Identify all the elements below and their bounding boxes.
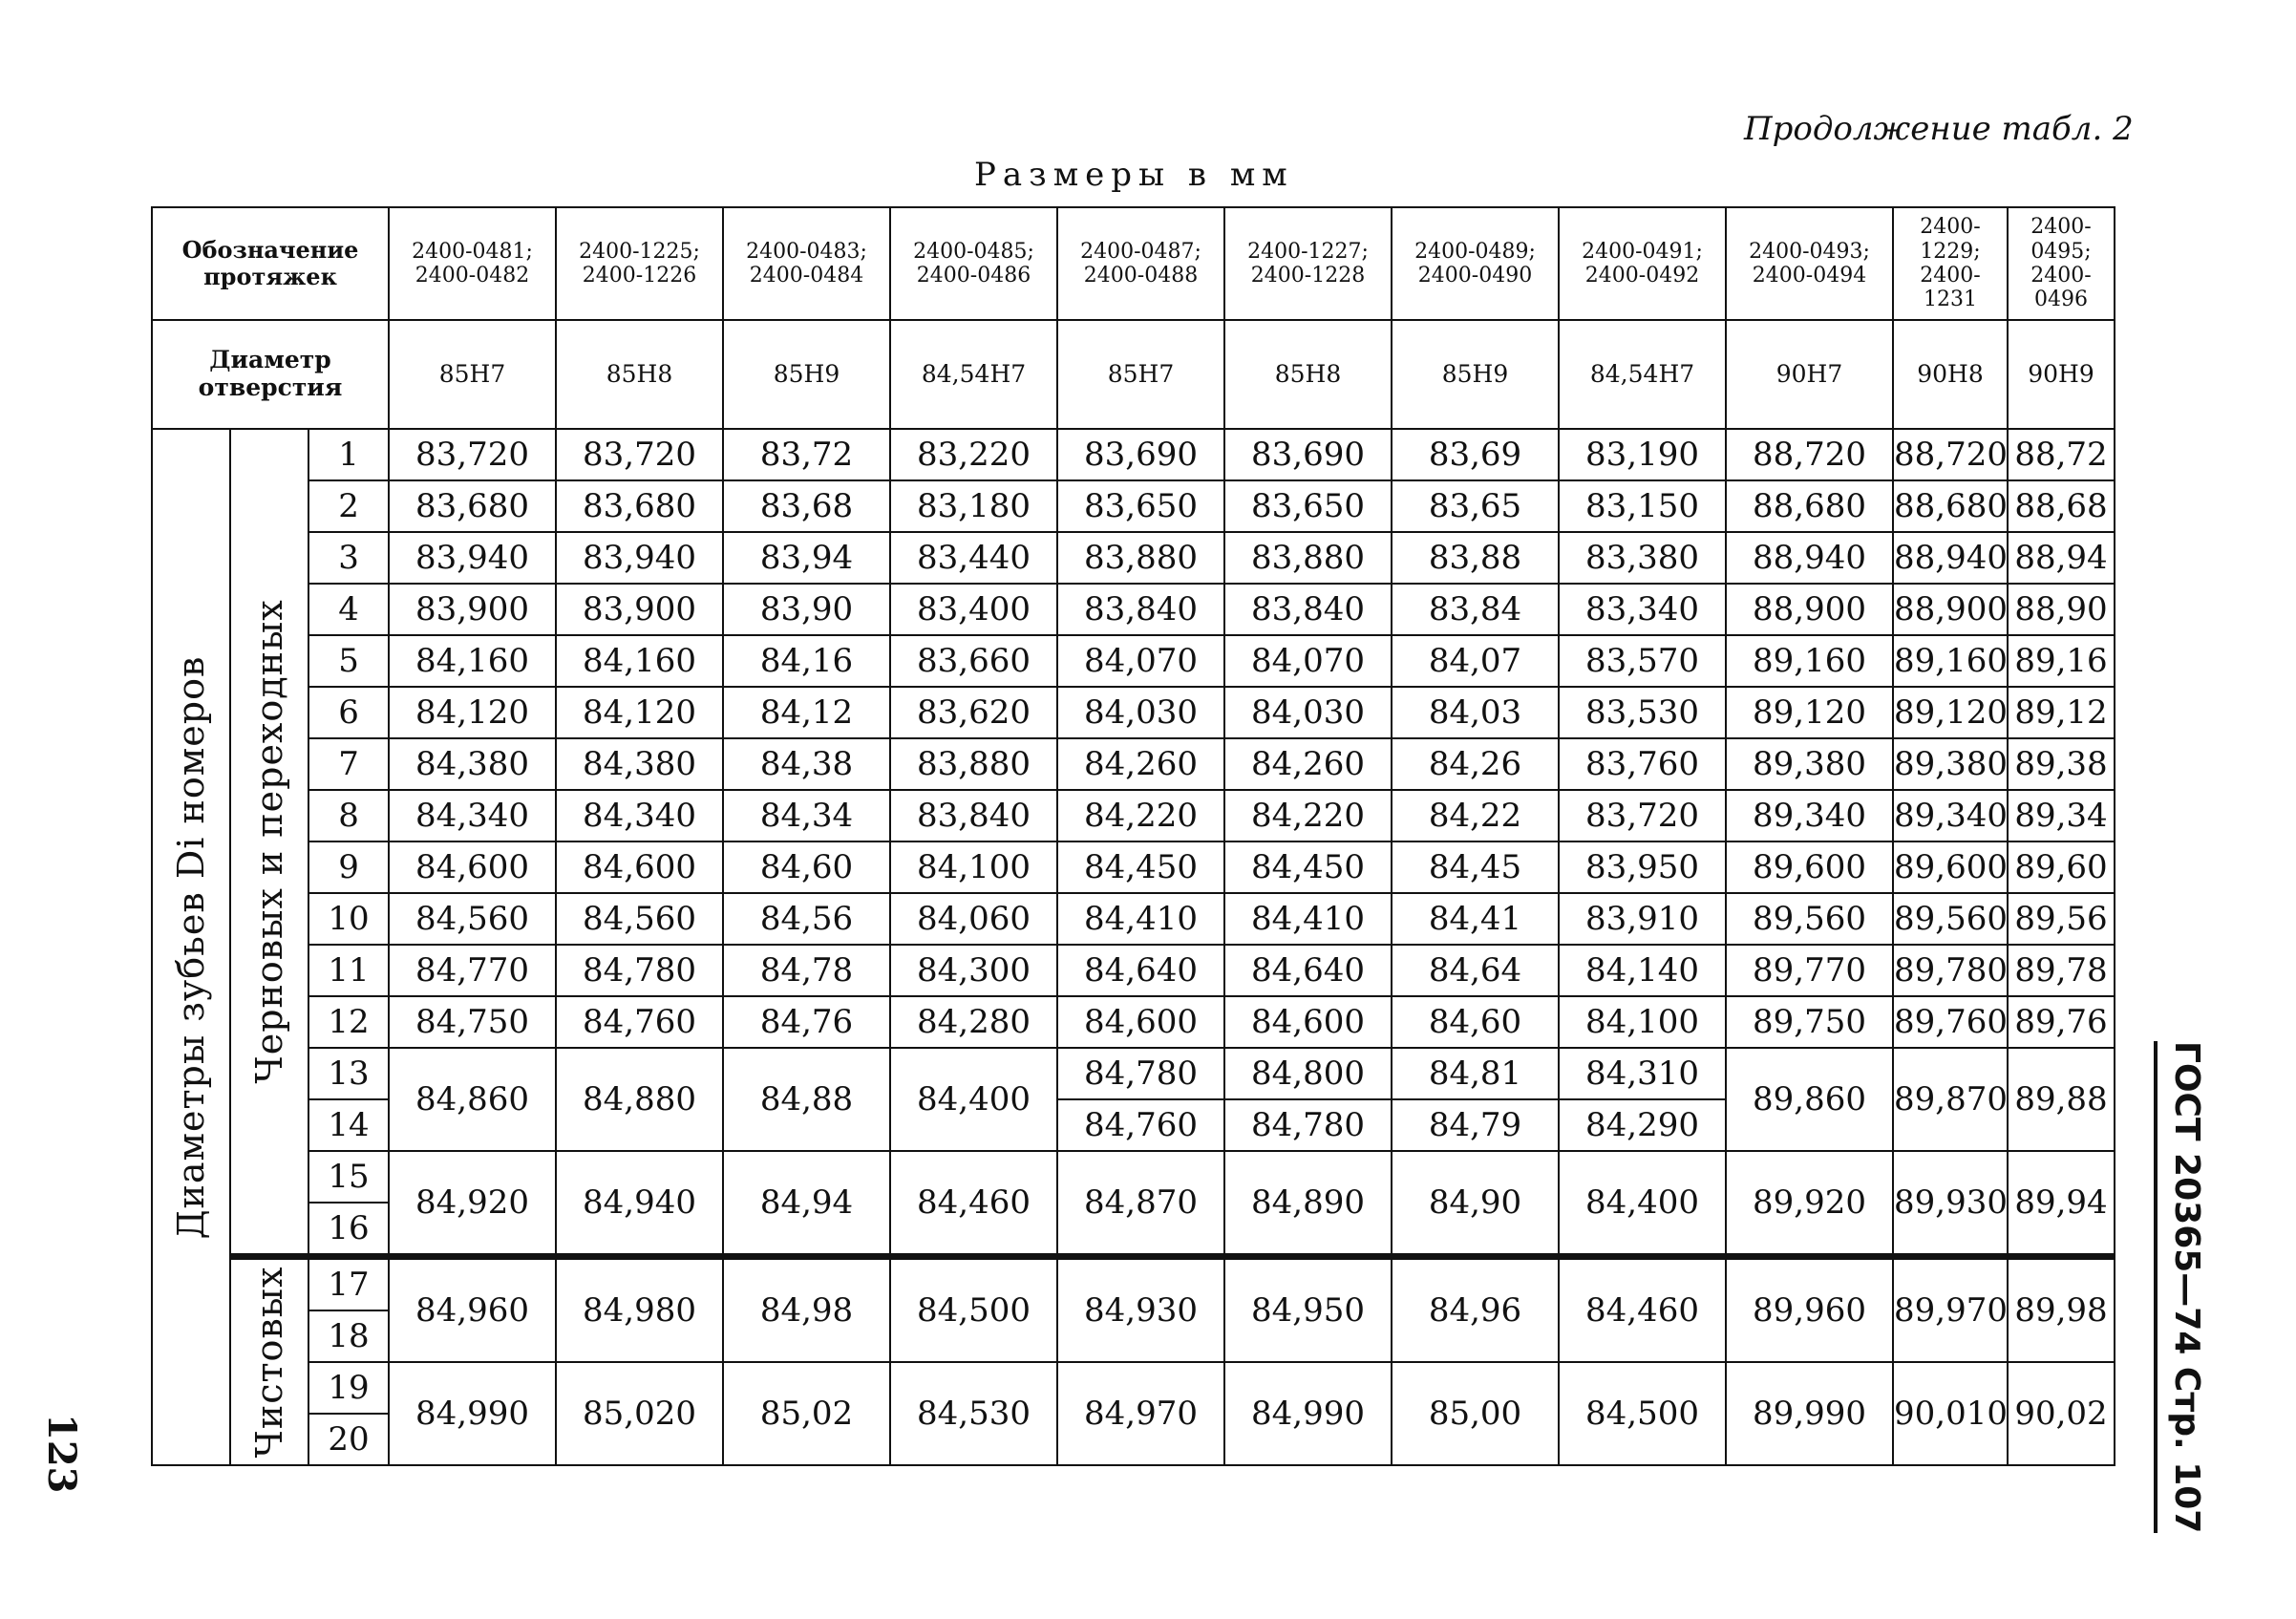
- table-cell: 83,760: [1559, 738, 1726, 790]
- table-cell: 83,720: [389, 429, 556, 480]
- table-cell: 84,560: [556, 893, 723, 945]
- table-cell: 84,300: [890, 945, 1057, 996]
- table-cell: 84,34: [723, 790, 890, 841]
- table-cell: 84,880: [556, 1048, 723, 1151]
- table-cell: 84,76: [723, 996, 890, 1048]
- table-cell: 83,650: [1224, 480, 1392, 532]
- broach-dimensions-table: [151, 206, 2115, 1466]
- table-cell: 84,60: [1392, 996, 1559, 1048]
- table-cell: 89,970: [1893, 1257, 2008, 1363]
- tooth-number: 11: [308, 945, 389, 996]
- table-cell: 89,930: [1893, 1151, 2008, 1257]
- table-cell: 84,530: [890, 1362, 1057, 1465]
- col-hole: 85H9: [1392, 320, 1559, 429]
- col-hole: 84,54H7: [1559, 320, 1726, 429]
- table-cell: 83,88: [1392, 532, 1559, 584]
- table-cell: 83,150: [1559, 480, 1726, 532]
- table-cell: 83,840: [1224, 584, 1392, 635]
- table-cell: 89,760: [1893, 996, 2008, 1048]
- tooth-number: 18: [308, 1310, 389, 1362]
- table-cell: 89,920: [1726, 1151, 1893, 1257]
- table-cell: 84,560: [389, 893, 556, 945]
- table-cell: 84,800: [1224, 1048, 1392, 1099]
- col-hole: 85H7: [389, 320, 556, 429]
- units-caption: Размеры в мм: [974, 156, 1294, 194]
- table-cell: 83,880: [1224, 532, 1392, 584]
- col-code: 2400-0493; 2400-0494: [1726, 207, 1893, 320]
- col-code: 2400-0487; 2400-0488: [1057, 207, 1224, 320]
- table-cell: 84,120: [389, 687, 556, 738]
- table-cell: 84,100: [1559, 996, 1726, 1048]
- col-code: 2400-0485; 2400-0486: [890, 207, 1057, 320]
- table-cell: 88,940: [1726, 532, 1893, 584]
- finish-side-label: Чистовых: [230, 1257, 308, 1466]
- col-code: 2400-1227; 2400-1228: [1224, 207, 1392, 320]
- table-cell: 84,500: [1559, 1362, 1726, 1465]
- tooth-number: 9: [308, 841, 389, 893]
- table-cell: 84,460: [890, 1151, 1057, 1257]
- table-cell: 84,07: [1392, 635, 1559, 687]
- table-row: [152, 945, 2115, 996]
- table-cell: 84,56: [723, 893, 890, 945]
- table-cell: 84,760: [556, 996, 723, 1048]
- table-cell: 85,020: [556, 1362, 723, 1465]
- header-row-designation: [152, 207, 2115, 320]
- table-cell: 83,180: [890, 480, 1057, 532]
- tooth-number: 7: [308, 738, 389, 790]
- table-cell: 89,88: [2008, 1048, 2115, 1151]
- col-code: 2400-1225; 2400-1226: [556, 207, 723, 320]
- table-cell: 84,98: [723, 1257, 890, 1363]
- table-cell: 88,680: [1726, 480, 1893, 532]
- table-cell: 83,680: [389, 480, 556, 532]
- tooth-number: 19: [308, 1362, 389, 1414]
- col-code: 2400-0495; 2400-0496: [2008, 207, 2115, 320]
- col-hole: 85H7: [1057, 320, 1224, 429]
- col-hole: 84,54H7: [890, 320, 1057, 429]
- table-cell: 83,72: [723, 429, 890, 480]
- table-cell: 84,45: [1392, 841, 1559, 893]
- table-row: [152, 1151, 2115, 1203]
- table-cell: 88,68: [2008, 480, 2115, 532]
- table-cell: 89,160: [1893, 635, 2008, 687]
- table-cell: 85,00: [1392, 1362, 1559, 1465]
- table-cell: 84,400: [1559, 1151, 1726, 1257]
- table-cell: 88,720: [1893, 429, 2008, 480]
- tooth-number: 12: [308, 996, 389, 1048]
- table-cell: 83,65: [1392, 480, 1559, 532]
- table-cell: 83,69: [1392, 429, 1559, 480]
- tooth-number: 4: [308, 584, 389, 635]
- table-cell: 90,010: [1893, 1362, 2008, 1465]
- tooth-number: 16: [308, 1203, 389, 1257]
- col-hole: 85H8: [556, 320, 723, 429]
- table-cell: 83,90: [723, 584, 890, 635]
- table-cell: 88,72: [2008, 429, 2115, 480]
- col-code: 2400-0491; 2400-0492: [1559, 207, 1726, 320]
- table-cell: 89,780: [1893, 945, 2008, 996]
- table-cell: 84,38: [723, 738, 890, 790]
- table-cell: 89,560: [1726, 893, 1893, 945]
- table-cell: 83,900: [389, 584, 556, 635]
- table-row: [152, 738, 2115, 790]
- col-hole: 90H9: [2008, 320, 2115, 429]
- table-cell: 84,600: [1224, 996, 1392, 1048]
- table-cell: 89,98: [2008, 1257, 2115, 1363]
- table-row: [152, 996, 2115, 1048]
- tooth-number: 13: [308, 1048, 389, 1099]
- table-cell: 89,770: [1726, 945, 1893, 996]
- table-cell: 83,380: [1559, 532, 1726, 584]
- table-cell: 83,910: [1559, 893, 1726, 945]
- table-cell: 89,380: [1893, 738, 2008, 790]
- table-cell: 83,880: [890, 738, 1057, 790]
- table-cell: 84,400: [890, 1048, 1057, 1151]
- table-cell: 84,070: [1224, 635, 1392, 687]
- table-cell: 89,870: [1893, 1048, 2008, 1151]
- table-cell: 84,96: [1392, 1257, 1559, 1363]
- table-cell: 84,22: [1392, 790, 1559, 841]
- tooth-number: 3: [308, 532, 389, 584]
- table-cell: 84,060: [890, 893, 1057, 945]
- table-cell: 84,41: [1392, 893, 1559, 945]
- table-cell: 83,340: [1559, 584, 1726, 635]
- tooth-number: 15: [308, 1151, 389, 1203]
- table-row: [152, 584, 2115, 635]
- table-cell: 84,100: [890, 841, 1057, 893]
- table-cell: 83,720: [556, 429, 723, 480]
- table-cell: 89,94: [2008, 1151, 2115, 1257]
- designation-header: Обозначение протяжек: [152, 207, 389, 320]
- table-row: [152, 687, 2115, 738]
- table-cell: 84,990: [389, 1362, 556, 1465]
- table-cell: 83,400: [890, 584, 1057, 635]
- table-cell: 84,980: [556, 1257, 723, 1363]
- table-cell: 83,190: [1559, 429, 1726, 480]
- table-cell: 89,12: [2008, 687, 2115, 738]
- continuation-label: Продолжение табл. 2: [1744, 110, 2134, 148]
- table-cell: 83,570: [1559, 635, 1726, 687]
- tooth-number: 14: [308, 1099, 389, 1151]
- table-cell: 84,600: [556, 841, 723, 893]
- table-cell: 89,860: [1726, 1048, 1893, 1151]
- table-cell: 89,600: [1726, 841, 1893, 893]
- table-cell: 90,02: [2008, 1362, 2115, 1465]
- table-row: [152, 480, 2115, 532]
- table-cell: 84,960: [389, 1257, 556, 1363]
- table-cell: 84,780: [1224, 1099, 1392, 1151]
- table-cell: 84,78: [723, 945, 890, 996]
- table-cell: 84,410: [1224, 893, 1392, 945]
- table-cell: 84,030: [1057, 687, 1224, 738]
- table-cell: 84,340: [389, 790, 556, 841]
- tooth-number: 1: [308, 429, 389, 480]
- table-cell: 84,260: [1224, 738, 1392, 790]
- table-cell: 83,94: [723, 532, 890, 584]
- table-cell: 84,780: [1057, 1048, 1224, 1099]
- table-cell: 84,460: [1559, 1257, 1726, 1363]
- gost-reference: ГОСТ 20365—74 Стр. 107: [2154, 1041, 2206, 1533]
- table-cell: 88,94: [2008, 532, 2115, 584]
- table-cell: 88,90: [2008, 584, 2115, 635]
- table-cell: 83,68: [723, 480, 890, 532]
- tooth-number: 8: [308, 790, 389, 841]
- table-cell: 83,690: [1057, 429, 1224, 480]
- table-cell: 88,720: [1726, 429, 1893, 480]
- table-cell: 83,880: [1057, 532, 1224, 584]
- table-cell: 84,90: [1392, 1151, 1559, 1257]
- table-cell: 84,310: [1559, 1048, 1726, 1099]
- table-cell: 84,990: [1224, 1362, 1392, 1465]
- tooth-number: 2: [308, 480, 389, 532]
- table-cell: 83,940: [556, 532, 723, 584]
- table-cell: 84,030: [1224, 687, 1392, 738]
- table-cell: 89,60: [2008, 841, 2115, 893]
- table-cell: 84,890: [1224, 1151, 1392, 1257]
- table-cell: 84,970: [1057, 1362, 1224, 1465]
- table-cell: 89,380: [1726, 738, 1893, 790]
- tooth-number: 5: [308, 635, 389, 687]
- table-cell: 84,220: [1057, 790, 1224, 841]
- table-cell: 84,410: [1057, 893, 1224, 945]
- table-cell: 89,600: [1893, 841, 2008, 893]
- table-cell: 89,120: [1893, 687, 2008, 738]
- table-cell: 89,120: [1726, 687, 1893, 738]
- diameter-header: Диаметр отверстия: [152, 320, 389, 429]
- table-cell: 84,79: [1392, 1099, 1559, 1151]
- table-cell: 84,600: [1057, 996, 1224, 1048]
- table-row: [152, 532, 2115, 584]
- table-cell: 84,940: [556, 1151, 723, 1257]
- table-cell: 84,070: [1057, 635, 1224, 687]
- table-cell: 84,260: [1057, 738, 1224, 790]
- table-cell: 88,680: [1893, 480, 2008, 532]
- table-cell: 89,34: [2008, 790, 2115, 841]
- table-cell: 84,450: [1057, 841, 1224, 893]
- table-cell: 83,690: [1224, 429, 1392, 480]
- table-cell: 89,78: [2008, 945, 2115, 996]
- table-cell: 84,12: [723, 687, 890, 738]
- col-code: 2400-0481; 2400-0482: [389, 207, 556, 320]
- header-row-diameter: [152, 320, 2115, 429]
- table-row: [152, 841, 2115, 893]
- table-cell: 83,840: [1057, 584, 1224, 635]
- table-cell: 84,770: [389, 945, 556, 996]
- table-cell: 83,440: [890, 532, 1057, 584]
- table-cell: 84,120: [556, 687, 723, 738]
- table-cell: 83,940: [389, 532, 556, 584]
- table-cell: 83,530: [1559, 687, 1726, 738]
- table-cell: 89,16: [2008, 635, 2115, 687]
- table-cell: 88,900: [1893, 584, 2008, 635]
- table-cell: 84,380: [556, 738, 723, 790]
- table-cell: 84,160: [389, 635, 556, 687]
- table-cell: 89,340: [1726, 790, 1893, 841]
- col-code: 2400-1229; 2400-1231: [1893, 207, 2008, 320]
- table-cell: 89,340: [1893, 790, 2008, 841]
- col-hole: 85H8: [1224, 320, 1392, 429]
- table-row: [152, 429, 2115, 480]
- table-cell: 83,84: [1392, 584, 1559, 635]
- table-cell: 84,870: [1057, 1151, 1224, 1257]
- table-cell: 84,500: [890, 1257, 1057, 1363]
- table-cell: 84,780: [556, 945, 723, 996]
- table-cell: 84,16: [723, 635, 890, 687]
- table-cell: 84,140: [1559, 945, 1726, 996]
- table-cell: 89,38: [2008, 738, 2115, 790]
- table-cell: 83,680: [556, 480, 723, 532]
- table-cell: 85,02: [723, 1362, 890, 1465]
- table-cell: 84,920: [389, 1151, 556, 1257]
- col-hole: 90H8: [1893, 320, 2008, 429]
- table-cell: 89,76: [2008, 996, 2115, 1048]
- table-cell: 88,940: [1893, 532, 2008, 584]
- table-cell: 83,900: [556, 584, 723, 635]
- table-cell: 84,290: [1559, 1099, 1726, 1151]
- table-cell: 89,750: [1726, 996, 1893, 1048]
- table-cell: 84,340: [556, 790, 723, 841]
- rough-side-label: Черновых и переходных: [230, 429, 308, 1257]
- table-cell: 84,26: [1392, 738, 1559, 790]
- table-cell: 83,220: [890, 429, 1057, 480]
- table-cell: 89,960: [1726, 1257, 1893, 1363]
- table-row: [152, 1362, 2115, 1414]
- table-row: [152, 1048, 2115, 1099]
- tooth-number: 10: [308, 893, 389, 945]
- table-cell: 83,840: [890, 790, 1057, 841]
- table-cell: 89,560: [1893, 893, 2008, 945]
- table-cell: 84,640: [1057, 945, 1224, 996]
- table-cell: 84,950: [1224, 1257, 1392, 1363]
- tooth-number: 6: [308, 687, 389, 738]
- table-cell: 84,600: [389, 841, 556, 893]
- col-hole: 90H7: [1726, 320, 1893, 429]
- table-cell: 88,900: [1726, 584, 1893, 635]
- table-cell: 84,88: [723, 1048, 890, 1151]
- table-cell: 83,720: [1559, 790, 1726, 841]
- table-row: [152, 893, 2115, 945]
- col-code: 2400-0483; 2400-0484: [723, 207, 890, 320]
- table-cell: 84,750: [389, 996, 556, 1048]
- table-cell: 84,60: [723, 841, 890, 893]
- table-row: [152, 790, 2115, 841]
- table-cell: 84,930: [1057, 1257, 1224, 1363]
- table-cell: 84,64: [1392, 945, 1559, 996]
- table-cell: 84,380: [389, 738, 556, 790]
- table-cell: 84,81: [1392, 1048, 1559, 1099]
- tooth-number: 17: [308, 1257, 389, 1311]
- table-cell: 83,650: [1057, 480, 1224, 532]
- table-cell: 84,860: [389, 1048, 556, 1151]
- table-cell: 84,640: [1224, 945, 1392, 996]
- table-cell: 89,160: [1726, 635, 1893, 687]
- table-row: [152, 1257, 2115, 1311]
- table-cell: 83,660: [890, 635, 1057, 687]
- table-cell: 84,03: [1392, 687, 1559, 738]
- table-cell: 84,220: [1224, 790, 1392, 841]
- table-cell: 84,160: [556, 635, 723, 687]
- table-cell: 83,950: [1559, 841, 1726, 893]
- col-code: 2400-0489; 2400-0490: [1392, 207, 1559, 320]
- col-hole: 85H9: [723, 320, 890, 429]
- table-cell: 83,620: [890, 687, 1057, 738]
- table-cell: 89,990: [1726, 1362, 1893, 1465]
- outer-side-label: Диаметры зубьев Di номеров: [152, 429, 230, 1465]
- table-cell: 84,94: [723, 1151, 890, 1257]
- tooth-number: 20: [308, 1414, 389, 1465]
- table-cell: 84,280: [890, 996, 1057, 1048]
- table-cell: 89,56: [2008, 893, 2115, 945]
- page-number: 123: [39, 1414, 84, 1494]
- table-row: [152, 635, 2115, 687]
- table-cell: 84,450: [1224, 841, 1392, 893]
- table-cell: 84,760: [1057, 1099, 1224, 1151]
